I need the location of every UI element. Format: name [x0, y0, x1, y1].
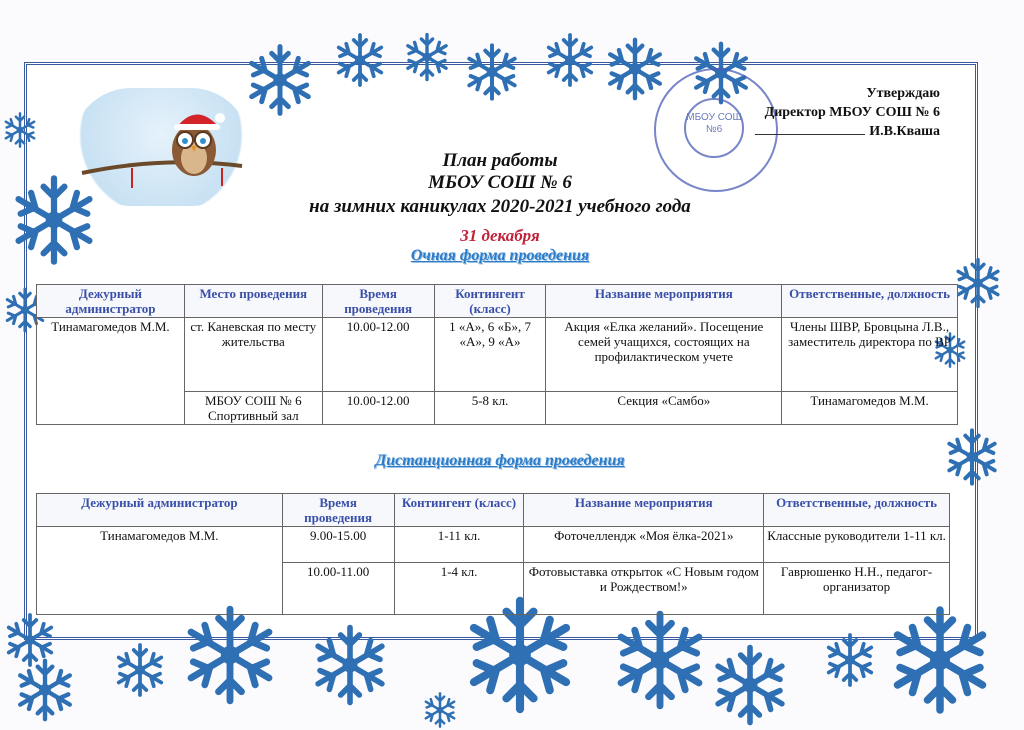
approval-name: И.В.Кваша — [869, 124, 940, 139]
snowflake-icon — [330, 30, 390, 90]
place-cell: ст. Каневская по месту жительства — [184, 318, 322, 392]
snowflake-icon — [10, 655, 80, 725]
table-row — [37, 318, 958, 392]
signature-line — [755, 134, 865, 135]
column-header: Дежурный администратор — [37, 494, 283, 527]
column-header: Время проведения — [322, 285, 434, 318]
snowflake-icon — [175, 600, 285, 710]
snowflake-icon — [110, 640, 170, 700]
snowflake-icon — [420, 690, 460, 730]
column-header: Название мероприятия — [546, 285, 782, 318]
snowflake-icon — [540, 30, 600, 90]
admin-cell: Тинамагомедов М.М. — [37, 318, 185, 425]
snowflake-icon — [820, 630, 880, 690]
contingent-cell: 1-11 кл. — [394, 527, 524, 563]
snowflake-icon — [705, 640, 795, 730]
column-header: Контингент (класс) — [434, 285, 546, 318]
time-cell: 10.00-11.00 — [282, 563, 394, 615]
page-title-line: План работы — [442, 150, 558, 171]
page-title-line: на зимних каникулах 2020-2021 учебного года — [309, 196, 691, 217]
snowflake-icon — [950, 255, 1006, 311]
column-header: Дежурный администратор — [37, 285, 185, 318]
table-header-row — [37, 494, 950, 527]
snowflake-icon — [940, 425, 1004, 489]
owl-picture — [72, 88, 250, 206]
snowflake-icon — [880, 600, 1000, 720]
snowflake-icon — [305, 620, 395, 710]
table-header-row — [37, 285, 958, 318]
section1-heading: Очная форма проведения — [410, 247, 590, 264]
event-cell: Секция «Самбо» — [546, 392, 782, 425]
stamp-text: МБОУ СОШ №6 — [684, 98, 744, 158]
responsible-cell: Тинамагомедов М.М. — [782, 392, 958, 425]
snowflake-icon — [400, 30, 454, 84]
column-header: Время проведения — [282, 494, 394, 527]
responsible-cell: Члены ШВР, Бровцына Л.В., заместитель директора по ВР — [782, 318, 958, 392]
place-cell: МБОУ СОШ № 6 Спортивный зал — [184, 392, 322, 425]
snowflake-icon — [600, 34, 670, 104]
time-cell: 9.00-15.00 — [282, 527, 394, 563]
column-header: Название мероприятия — [524, 494, 764, 527]
snowflake-icon — [0, 110, 40, 150]
approval-signature-line — [700, 122, 940, 141]
page-date: 31 декабря — [460, 226, 540, 245]
admin-cell: Тинамагомедов М.М. — [37, 527, 283, 615]
column-header: Место проведения — [184, 285, 322, 318]
section2-heading: Дистанционная форма проведения — [375, 452, 625, 469]
table-row — [37, 527, 950, 563]
approval-block — [700, 84, 940, 141]
event-cell: Фотовыставка открыток «С Новым годом и Рождеством!» — [524, 563, 764, 615]
contingent-cell: 1-4 кл. — [394, 563, 524, 615]
page-title-line: МБОУ СОШ № 6 — [428, 172, 572, 193]
event-cell: Акция «Елка желаний». Посещение семей учащихся, состоящих на профилактическом учете — [546, 318, 782, 392]
time-cell: 10.00-12.00 — [322, 318, 434, 392]
time-cell: 10.00-12.00 — [322, 392, 434, 425]
approval-line: Утверждаю — [866, 86, 940, 101]
distance-table — [36, 493, 950, 615]
snowflake-icon — [460, 40, 524, 104]
column-header: Контингент (класс) — [394, 494, 524, 527]
approval-line: Директор МБОУ СОШ № 6 — [764, 105, 940, 120]
responsible-cell: Классные руководители 1-11 кл. — [764, 527, 950, 563]
column-header: Ответственные, должность — [764, 494, 950, 527]
inperson-table — [36, 284, 958, 425]
snowflake-icon — [240, 40, 320, 120]
event-cell: Фоточеллендж «Моя ёлка-2021» — [524, 527, 764, 563]
responsible-cell: Гаврюшенко Н.Н., педагог-организатор — [764, 563, 950, 615]
contingent-cell: 5-8 кл. — [434, 392, 546, 425]
column-header: Ответственные, должность — [782, 285, 958, 318]
contingent-cell: 1 «А», 6 «Б», 7 «А», 9 «А» — [434, 318, 546, 392]
snowflake-icon — [605, 605, 715, 715]
owl-icon — [72, 88, 250, 206]
